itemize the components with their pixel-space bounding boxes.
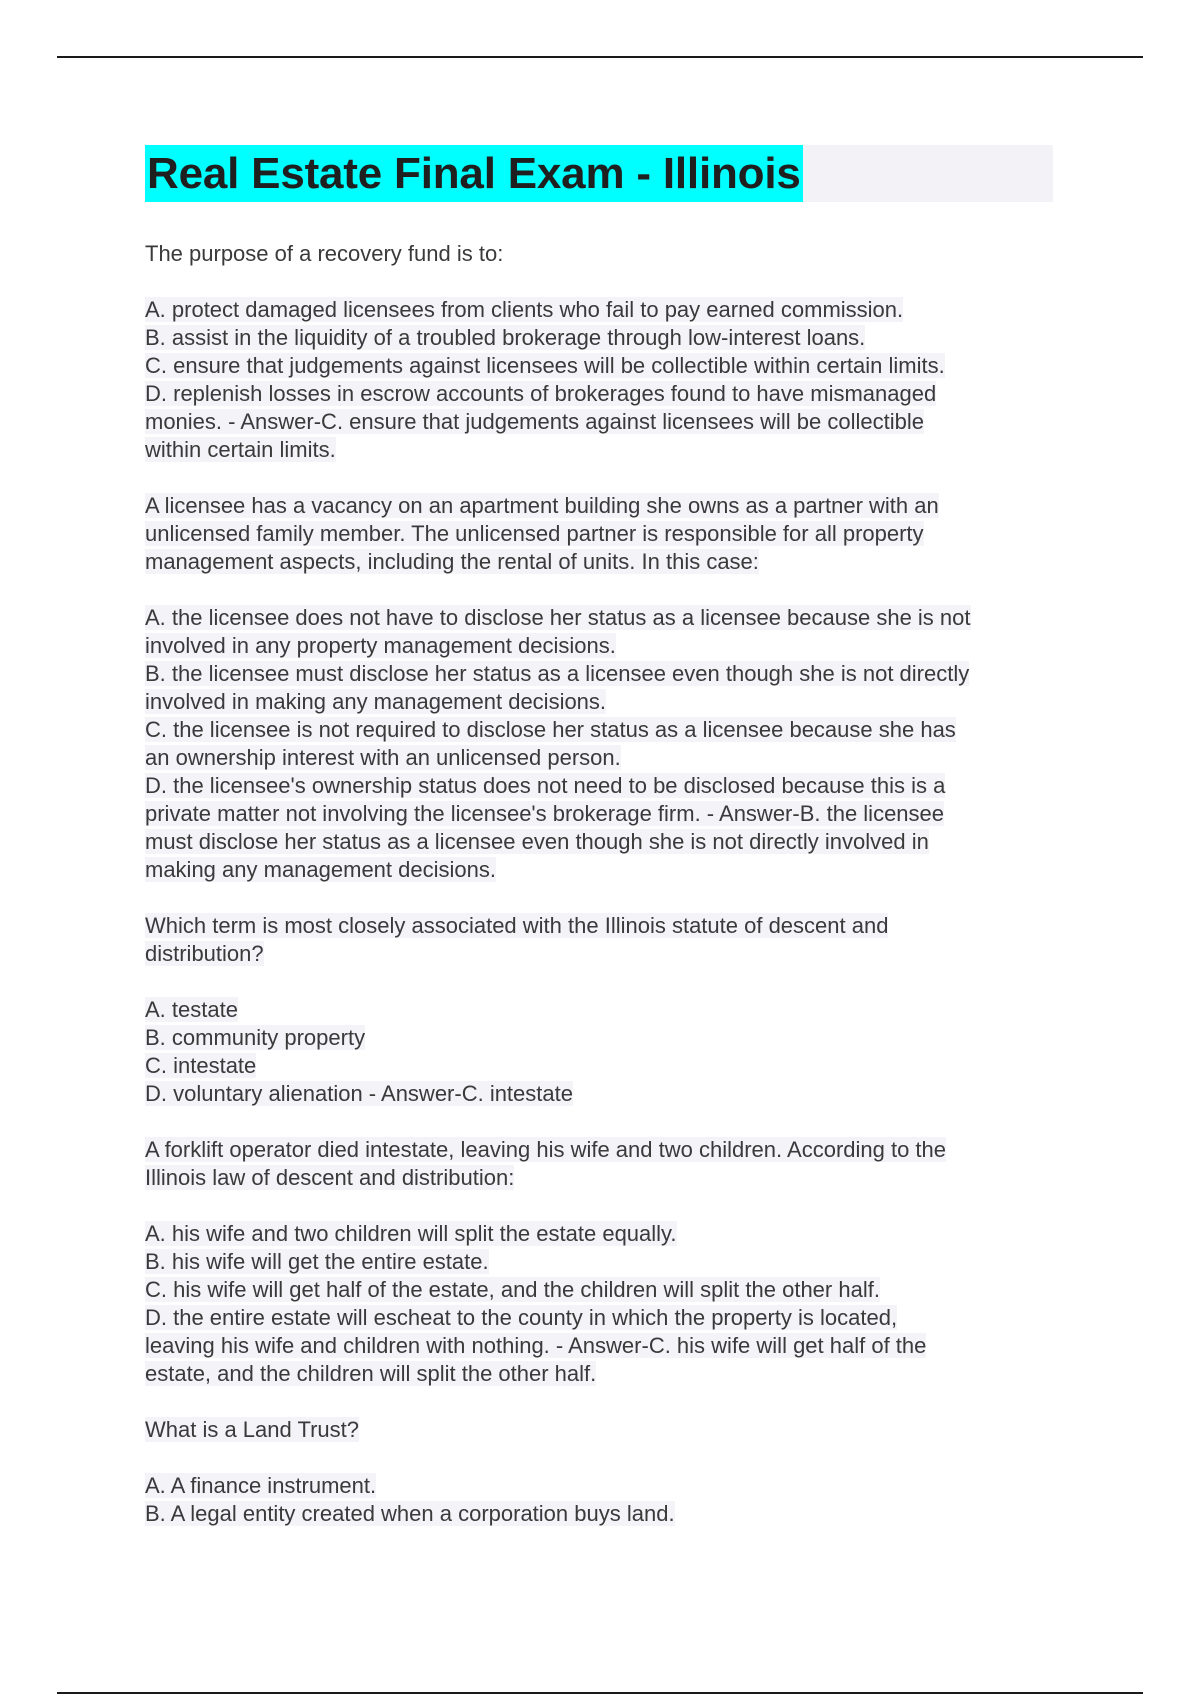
option-text: leaving his wife and children with nothing. - Answer-C. his wife will get half of the: [145, 1333, 927, 1358]
top-rule: [57, 56, 1143, 58]
question-prompt: [145, 1136, 1065, 1192]
option-text: D. the entire estate will escheat to the county in which the property is located,: [145, 1305, 898, 1330]
option-text: C. ensure that judgements against licensees will be collectible within certain limits.: [145, 353, 945, 378]
question-prompt: [145, 492, 1065, 576]
question-list: [145, 240, 1065, 1556]
option-text: making any management decisions.: [145, 857, 496, 882]
question-text: distribution?: [145, 941, 264, 966]
option-text: involved in any property management decisions.: [145, 633, 616, 658]
answer-options: [145, 1220, 1065, 1388]
question-prompt: [145, 1416, 1065, 1444]
option-text: within certain limits.: [145, 437, 336, 462]
option-text: C. his wife will get half of the estate, and the children will split the other half.: [145, 1277, 880, 1302]
option-text: C. the licensee is not required to disclose her status as a licensee because she has: [145, 717, 956, 742]
question-text: A forklift operator died intestate, leaving his wife and two children. According to the: [145, 1137, 947, 1162]
question-text: unlicensed family member. The unlicensed partner is responsible for all property: [145, 521, 924, 546]
question-text: Which term is most closely associated with the Illinois statute of descent and: [145, 913, 889, 938]
question-prompt: [145, 912, 1065, 968]
question-prompt: [145, 240, 1065, 268]
option-text: D. voluntary alienation - Answer-C. intestate: [145, 1081, 573, 1106]
option-text: A. A finance instrument.: [145, 1473, 377, 1498]
option-text: must disclose her status as a licensee even though she is not directly involved in: [145, 829, 929, 854]
option-text: B. his wife will get the entire estate.: [145, 1249, 489, 1274]
option-text: A. testate: [145, 997, 238, 1022]
option-text: private matter not involving the licensee's brokerage firm. - Answer-B. the licensee: [145, 801, 945, 826]
bottom-rule: [57, 1692, 1143, 1694]
answer-options: [145, 1472, 1065, 1528]
option-text: A. his wife and two children will split the estate equally.: [145, 1221, 677, 1246]
question-text: Illinois law of descent and distribution:: [145, 1165, 515, 1190]
option-text: A. protect damaged licensees from clients who fail to pay earned commission.: [145, 297, 904, 322]
question-text: What is a Land Trust?: [145, 1417, 359, 1442]
option-text: involved in making any management decisions.: [145, 689, 607, 714]
option-text: B. assist in the liquidity of a troubled brokerage through low-interest loans.: [145, 325, 866, 350]
option-text: B. the licensee must disclose her status as a licensee even though she is not directly: [145, 661, 970, 686]
option-text: B. community property: [145, 1025, 366, 1050]
option-text: B. A legal entity created when a corporation buys land.: [145, 1501, 675, 1526]
question-text: management aspects, including the rental of units. In this case:: [145, 549, 759, 574]
answer-options: [145, 996, 1065, 1108]
option-text: estate, and the children will split the other half.: [145, 1361, 597, 1386]
option-text: D. replenish losses in escrow accounts of brokerages found to have mismanaged: [145, 381, 937, 406]
option-text: an ownership interest with an unlicensed person.: [145, 745, 621, 770]
answer-options: [145, 296, 1065, 464]
option-text: C. intestate: [145, 1053, 257, 1078]
option-text: D. the licensee's ownership status does not need to be disclosed because this is a: [145, 773, 946, 798]
page-title: Real Estate Final Exam - Illinois: [145, 145, 803, 202]
answer-options: [145, 604, 1065, 884]
option-text: monies. - Answer-C. ensure that judgements against licensees will be collectible: [145, 409, 924, 434]
question-text: The purpose of a recovery fund is to:: [145, 241, 504, 266]
option-text: A. the licensee does not have to disclose her status as a licensee because she is not: [145, 605, 971, 630]
question-text: A licensee has a vacancy on an apartment building she owns as a partner with an: [145, 493, 939, 518]
